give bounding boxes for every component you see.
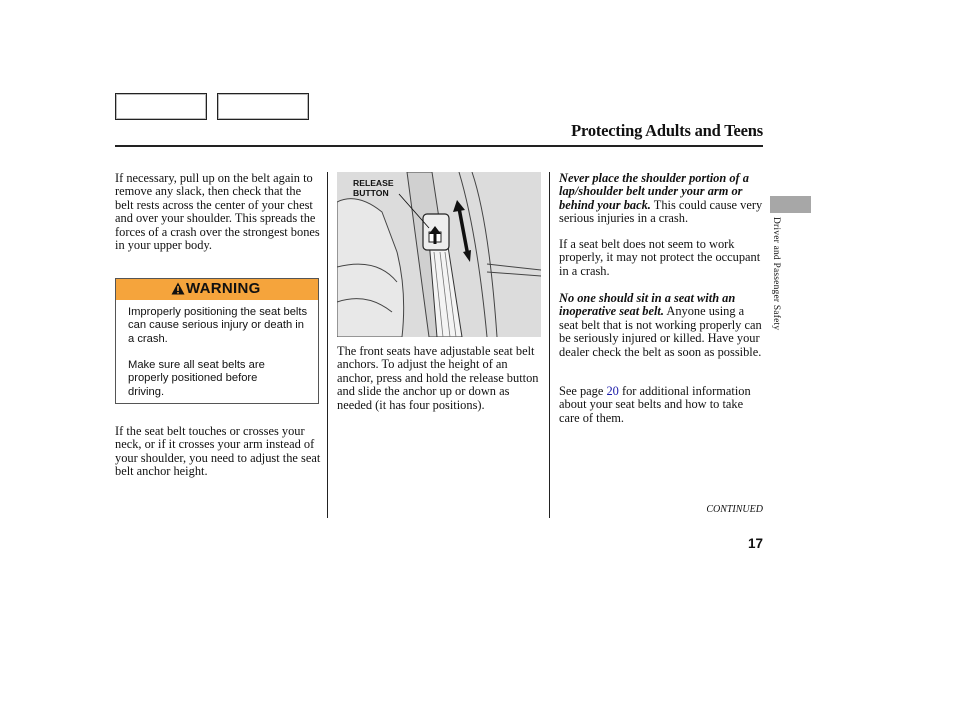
nav-tab-2[interactable] [217, 93, 309, 120]
page-link[interactable]: 20 [606, 384, 619, 398]
section-label: Driver and Passenger Safety [771, 217, 781, 331]
warning-text-2: Make sure all seat belts are properly positioned before driving. [128, 359, 265, 398]
body-paragraph-1: If necessary, pull up on the belt again to remove any slack, then check that the belt rests across the center of your chest and over your shoulder. This spreads the forces of a crash over the strongest bones in your upper body. [115, 171, 320, 253]
seat-belt-anchor-figure [337, 172, 541, 337]
warning-header [116, 279, 318, 300]
warning-box [115, 278, 319, 404]
body-paragraph-2: If the seat belt touches or crosses your neck, or if it crosses your arm instead of your shoulder, you need to adjust the seat belt anchor height. [115, 424, 321, 479]
emphasis-text-1: Never place the shoulder portion of a lap/shoulder belt under your arm or behind your back. [559, 171, 749, 212]
figure-label-button: BUTTON [353, 188, 389, 198]
warning-triangle-icon [171, 282, 185, 295]
column-divider-1 [327, 172, 328, 518]
body-text-1: This could cause very serious injuries in a crash. [559, 197, 763, 226]
body-paragraph-4 [559, 172, 765, 226]
body-paragraph-6 [559, 292, 765, 359]
body-paragraph-7 [559, 385, 765, 425]
page-number: 17 [747, 536, 763, 551]
column-divider-2 [549, 172, 550, 518]
body-paragraph-5: If a seat belt does not seem to work properly, it may not protect the occupant in a crash. [559, 237, 761, 278]
warning-text-1: Improperly positioning the seat belts can cause serious injury or death in a crash. [128, 306, 308, 345]
section-tab[interactable] [770, 196, 811, 213]
see-page-post: for additional information about your seat belts and how to take care of them. [559, 384, 751, 425]
nav-tab-1[interactable] [115, 93, 207, 120]
header-rule [115, 145, 763, 147]
continued-label: CONTINUED [706, 504, 763, 515]
warning-label: WARNING [186, 280, 261, 297]
body-paragraph-3: The front seats have adjustable seat belt anchors. To adjust the height of an anchor, press and hold the release button and slide the anchor up or down as needed (it has four positions). [337, 344, 539, 412]
body-text-2: Anyone using a seat belt that is not working properly can be seriously injured or killed. Have your dealer check the belt as soon as possible. [559, 304, 762, 359]
figure-label-release: RELEASE [353, 178, 394, 188]
see-page-pre: See page [559, 384, 607, 398]
emphasis-text-2: No one should sit in a seat with an inoperative seat belt. [559, 291, 736, 319]
page-title: Protecting Adults and Teens [571, 121, 763, 140]
